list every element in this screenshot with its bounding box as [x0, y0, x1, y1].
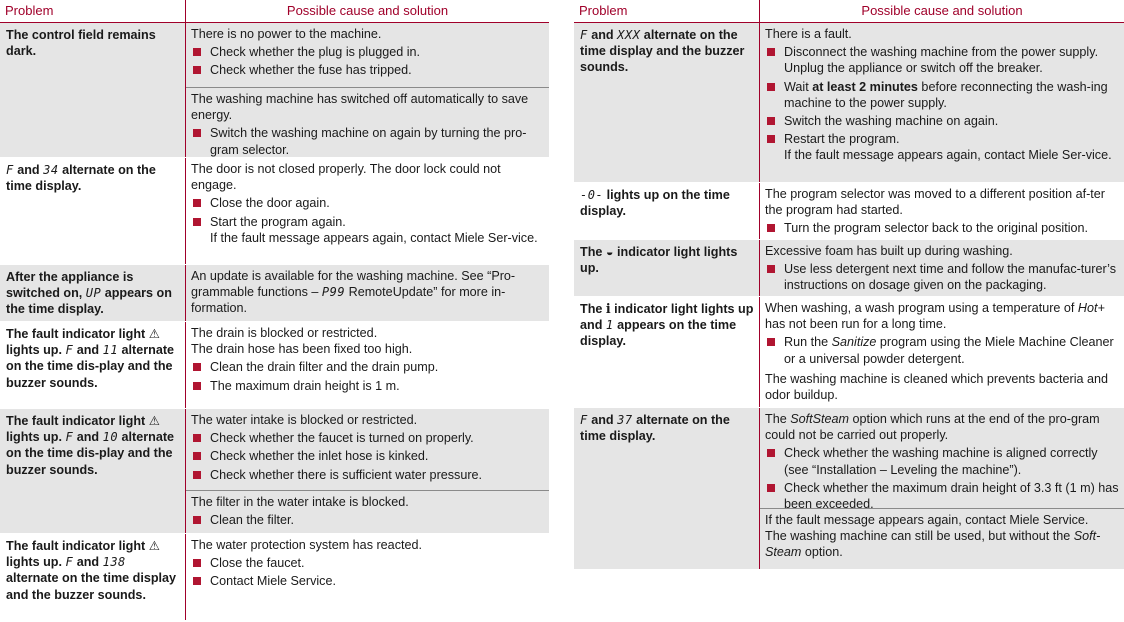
- cause-segment: [186, 409, 549, 490]
- bullet-icon: [193, 66, 201, 74]
- table-row: [574, 23, 1124, 183]
- bullet-icon: [193, 471, 201, 479]
- cause-text: Excessive foam has built up during washing.: [765, 244, 1013, 258]
- cause-cell: [185, 265, 549, 321]
- solution-item: Check whether the fuse has tripped.: [191, 62, 545, 78]
- problem-cell: The fault indicator light ⚠ lights up. F and 138 alternate on the time display and the buzzer sounds.: [6, 539, 177, 602]
- solution-item: Check whether the faucet is turned on properly.: [191, 430, 545, 446]
- problem-cell: After the appliance is switched on, UP appears on the time display.: [6, 270, 172, 317]
- cause-cell: [759, 297, 1124, 407]
- bullet-icon: [767, 48, 775, 56]
- display-code: F: [65, 555, 74, 570]
- solution-item: Contact Miele Service.: [191, 573, 545, 589]
- cause-text: The drain hose has been fixed too high.: [191, 342, 413, 357]
- display-code: 11: [102, 343, 119, 358]
- display-code: F: [6, 163, 14, 177]
- cause-cell: [185, 534, 549, 620]
- problem-cell: The ◒ indicator light lights up.: [580, 245, 738, 276]
- fault-faucet-icon: ⚠: [148, 539, 161, 553]
- cause-segment: [760, 23, 1124, 168]
- cause-text: The washing machine has switched off automatically to save energy.: [191, 92, 529, 123]
- solution-item: The maximum drain height is 1 m.: [191, 378, 545, 394]
- display-code: F: [580, 413, 588, 427]
- bullet-icon: [193, 48, 201, 56]
- problem-cell: The fault indicator light ⚠ lights up. F and 10 alternate on the time dis-play and the buzzer sounds.: [6, 414, 175, 477]
- solution-item: Check whether the plug is plugged in.: [191, 44, 545, 60]
- bullet-icon: [767, 484, 775, 492]
- bullet-icon: [193, 516, 201, 524]
- solution-item: Check whether there is sufficient water pressure.: [191, 467, 545, 483]
- solution-item: Check whether the maximum drain height of 3.3 ft (1 m) has been exceeded.: [765, 480, 1120, 512]
- bullet-icon: [767, 135, 775, 143]
- solution-item: Disconnect the washing machine from the power supply. Unplug the appliance or switch off the breaker.: [765, 44, 1120, 76]
- header-problem: Problem: [579, 3, 628, 18]
- foam-icon: ◒: [605, 245, 614, 259]
- cause-segment: [186, 322, 549, 398]
- table-row: [574, 240, 1124, 297]
- bullet-icon: [193, 452, 201, 460]
- bullet-icon: [767, 265, 775, 273]
- header-cause: Possible cause and solution: [759, 0, 1124, 22]
- cause-cell: [759, 408, 1124, 569]
- problem-cell: F and 37 alternate on the time display.: [580, 413, 730, 444]
- fault-faucet-icon: ⚠: [148, 414, 161, 428]
- display-code: 138: [102, 555, 126, 570]
- solution-item: Start the program again. If the fault message appears again, contact Miele Ser-vice.: [191, 214, 545, 246]
- bullet-icon: [193, 577, 201, 585]
- cause-segment: [760, 297, 1124, 407]
- problem-cell: The control field remains dark.: [6, 28, 156, 59]
- troubleshooting-table-left: [0, 0, 549, 621]
- display-code: P99: [321, 285, 346, 300]
- table-row: [0, 534, 549, 621]
- table-header: [574, 0, 1124, 23]
- cause-text: An update is available for the washing machine. See “Pro-grammable functions – P99 RemoteUpdate” for more in-formation.: [191, 269, 516, 316]
- display-code: 10: [102, 430, 119, 445]
- cause-segment: [760, 508, 1124, 565]
- problem-cell: The fault indicator light ⚠ lights up. F and 11 alternate on the time dis-play and the buzzer sounds.: [6, 327, 175, 390]
- display-code: F: [65, 430, 74, 445]
- solution-item: Clean the filter.: [191, 512, 545, 528]
- table-row: [0, 322, 549, 409]
- display-code: XXX: [617, 28, 641, 42]
- cause-segment: [760, 408, 1124, 512]
- info-icon: i: [605, 301, 611, 316]
- cause-cell: [185, 322, 549, 408]
- display-code: 1: [605, 318, 614, 333]
- cause-text: When washing, a wash program using a temperature of Hot+ has not been run for a long time.: [765, 301, 1105, 332]
- table-row: [574, 183, 1124, 240]
- cause-segment: [760, 183, 1124, 241]
- cause-text: There is no power to the machine.: [191, 27, 382, 41]
- table-row: [0, 409, 549, 534]
- cause-text: There is a fault.: [765, 27, 852, 41]
- problem-cell: F and XXX alternate on the time display and the buzzer sounds.: [580, 28, 745, 75]
- solution-item: Use less detergent next time and follow the manufac-turer’s instructions on dosage given on the packaging.: [765, 261, 1120, 293]
- solution-item: Restart the program. If the fault message appears again, contact Miele Ser-vice.: [765, 131, 1120, 163]
- cause-segment: [760, 240, 1124, 298]
- solution-item: Check whether the washing machine is aligned correctly (see “Installation – Leveling the machine”).: [765, 445, 1120, 477]
- solution-item: Wait at least 2 minutes before reconnecting the wash-ing machine to the power supply.: [765, 79, 1120, 111]
- cause-segment: [186, 87, 549, 162]
- cause-text: The water protection system has reacted.: [191, 538, 422, 552]
- display-code: F: [65, 343, 74, 358]
- cause-cell: [759, 183, 1124, 239]
- table-row: [0, 265, 549, 322]
- table-row: [574, 297, 1124, 408]
- header-problem: Problem: [5, 3, 54, 18]
- fault-faucet-icon: ⚠: [148, 327, 161, 341]
- cause-text: The SoftSteam option which runs at the end of the pro-gram could not be carried out properly.: [765, 412, 1100, 443]
- cause-text: The water intake is blocked or restricted.: [191, 413, 418, 427]
- table-header: [0, 0, 549, 23]
- cause-segment: [186, 158, 549, 250]
- cause-text: The washing machine is cleaned which prevents bacteria and odor buildup.: [765, 371, 1109, 403]
- display-code: 37: [617, 413, 633, 427]
- cause-segment: [186, 534, 549, 594]
- cause-text: The door is not closed properly. The door lock could not engage.: [191, 162, 501, 193]
- bullet-icon: [193, 218, 201, 226]
- cause-cell: [759, 240, 1124, 296]
- cause-segment: [186, 23, 549, 87]
- cause-cell: [185, 23, 549, 157]
- cause-text: The washing machine can still be used, but without the Soft-Steam option.: [765, 529, 1101, 560]
- solution-item: Check whether the inlet hose is kinked.: [191, 448, 545, 464]
- troubleshooting-table-right: [574, 0, 1124, 570]
- header-cause: Possible cause and solution: [185, 0, 549, 22]
- cause-cell: [759, 23, 1124, 182]
- cause-text: The filter in the water intake is blocked.: [191, 495, 409, 509]
- cause-text: The drain is blocked or restricted.: [191, 326, 378, 340]
- solution-item: Switch the washing machine on again.: [765, 113, 1120, 129]
- bullet-icon: [767, 338, 775, 346]
- table-row: [574, 408, 1124, 570]
- cause-cell: [185, 409, 549, 533]
- bullet-icon: [193, 434, 201, 442]
- problem-cell: F and 34 alternate on the time display.: [6, 163, 156, 194]
- cause-segment: [186, 265, 549, 321]
- display-code: -0-: [580, 188, 604, 202]
- cause-text: If the fault message appears again, contact Miele Service.: [765, 513, 1089, 527]
- table-row: [0, 23, 549, 158]
- display-code: UP: [85, 286, 102, 301]
- solution-item: Turn the program selector back to the original position.: [765, 220, 1120, 236]
- display-code: F: [580, 28, 588, 42]
- table-row: [0, 158, 549, 265]
- problem-cell: The i indicator light lights up and 1 appears on the time display.: [580, 301, 754, 349]
- problem-cell: -0- lights up on the time display.: [580, 188, 730, 219]
- cause-text: The program selector was moved to a different position af-ter the program had started.: [765, 187, 1105, 218]
- cause-cell: [185, 158, 549, 264]
- bullet-icon: [193, 382, 201, 390]
- solution-item: Clean the drain filter and the drain pump.: [191, 359, 545, 375]
- solution-item: Switch the washing machine on again by turning the pro-gram selector.: [191, 125, 545, 157]
- cause-segment: [186, 490, 549, 532]
- bullet-icon: [767, 83, 775, 91]
- bullet-icon: [193, 199, 201, 207]
- bullet-icon: [767, 117, 775, 125]
- solution-item: Close the faucet.: [191, 555, 545, 571]
- bullet-icon: [193, 363, 201, 371]
- bullet-icon: [193, 559, 201, 567]
- bullet-icon: [767, 224, 775, 232]
- solution-item: Close the door again.: [191, 195, 545, 211]
- bullet-icon: [193, 129, 201, 137]
- bullet-icon: [767, 449, 775, 457]
- display-code: 34: [43, 163, 59, 177]
- solution-item: Run the Sanitize program using the Miele Machine Cleaner or a universal powder detergent.: [765, 334, 1120, 366]
